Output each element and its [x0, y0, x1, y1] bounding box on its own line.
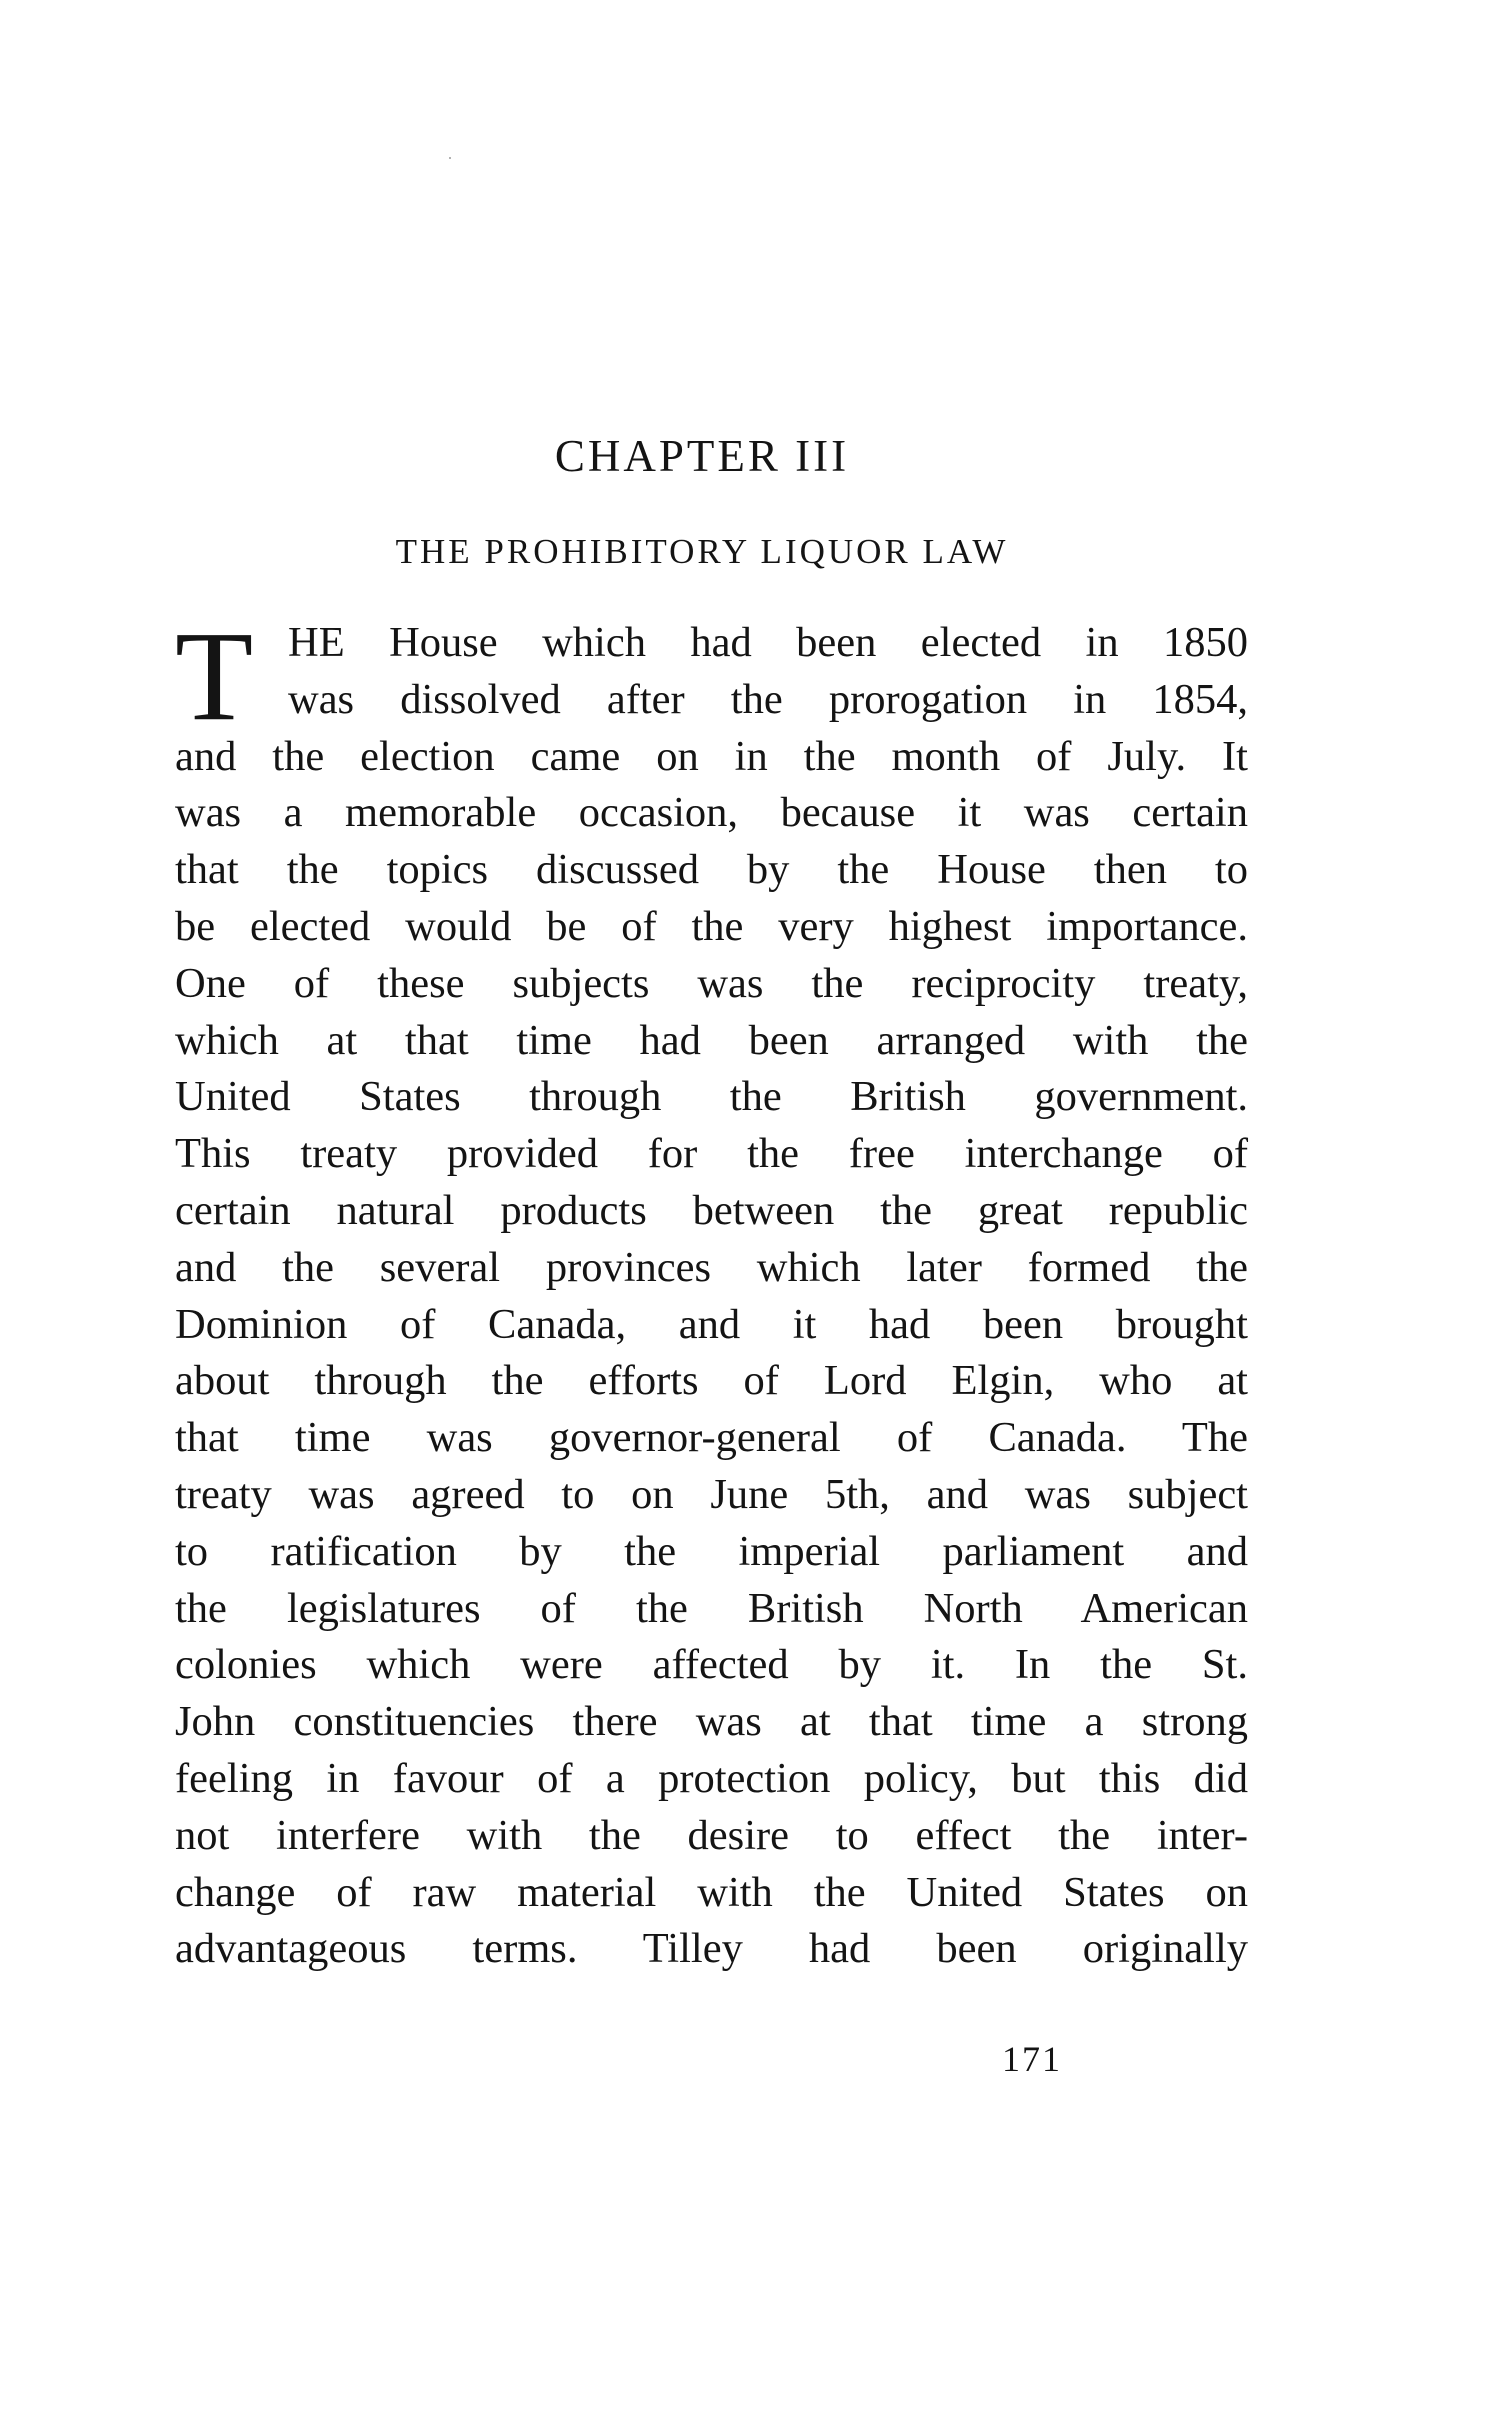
text-line: One of these subjects was the reciprocity treaty,	[175, 959, 1248, 1007]
text-line: to ratification by the imperial parliament and	[175, 1527, 1248, 1575]
text-line: that time was governor-general of Canada. The	[175, 1414, 1248, 1462]
drop-cap: T	[175, 605, 254, 747]
text-line: feeling in favour of a protection policy, but this did	[175, 1754, 1248, 1802]
text-line: about through the efforts of Lord Elgin, who at	[175, 1357, 1248, 1405]
body-paragraph	[175, 605, 1248, 1978]
text-line: United States through the British government.	[175, 1073, 1248, 1121]
text-line: be elected would be of the very highest importance.	[175, 902, 1248, 950]
text-line: was dissolved after the prorogation in 1854,	[288, 675, 1248, 723]
text-line: and the several provinces which later formed the	[175, 1243, 1248, 1291]
text-line: John constituencies there was at that time a strong	[175, 1698, 1248, 1746]
text-line: Dominion of Canada, and it had been brought	[175, 1300, 1248, 1348]
text-line: that the topics discussed by the House then to	[175, 846, 1248, 894]
text-line: This treaty provided for the free interchange of	[175, 1130, 1248, 1178]
text-line: the legislatures of the British North American	[175, 1584, 1248, 1632]
chapter-title: THE PROHIBITORY LIQUOR LAW	[395, 532, 1009, 571]
text-line: certain natural products between the great republic	[175, 1186, 1248, 1234]
text-line: colonies which were affected by it. In the St.	[175, 1641, 1248, 1689]
chapter-number: CHAPTER III	[554, 431, 850, 481]
text-line: and the election came on in the month of July. It	[175, 732, 1248, 780]
page-number: 171	[1002, 2039, 1062, 2079]
text-line: not interfere with the desire to effect the inter-	[175, 1811, 1248, 1859]
text-line: treaty was agreed to on June 5th, and was subject	[175, 1470, 1248, 1518]
text-line: HE House which had been elected in 1850	[288, 619, 1248, 666]
scan-speck	[449, 157, 451, 159]
text-line: advantageous terms. Tilley had been originally	[175, 1925, 1248, 1973]
text-line: change of raw material with the United States on	[175, 1868, 1248, 1916]
text-line: which at that time had been arranged with the	[175, 1016, 1248, 1064]
text-line: was a memorable occasion, because it was certain	[175, 789, 1248, 837]
